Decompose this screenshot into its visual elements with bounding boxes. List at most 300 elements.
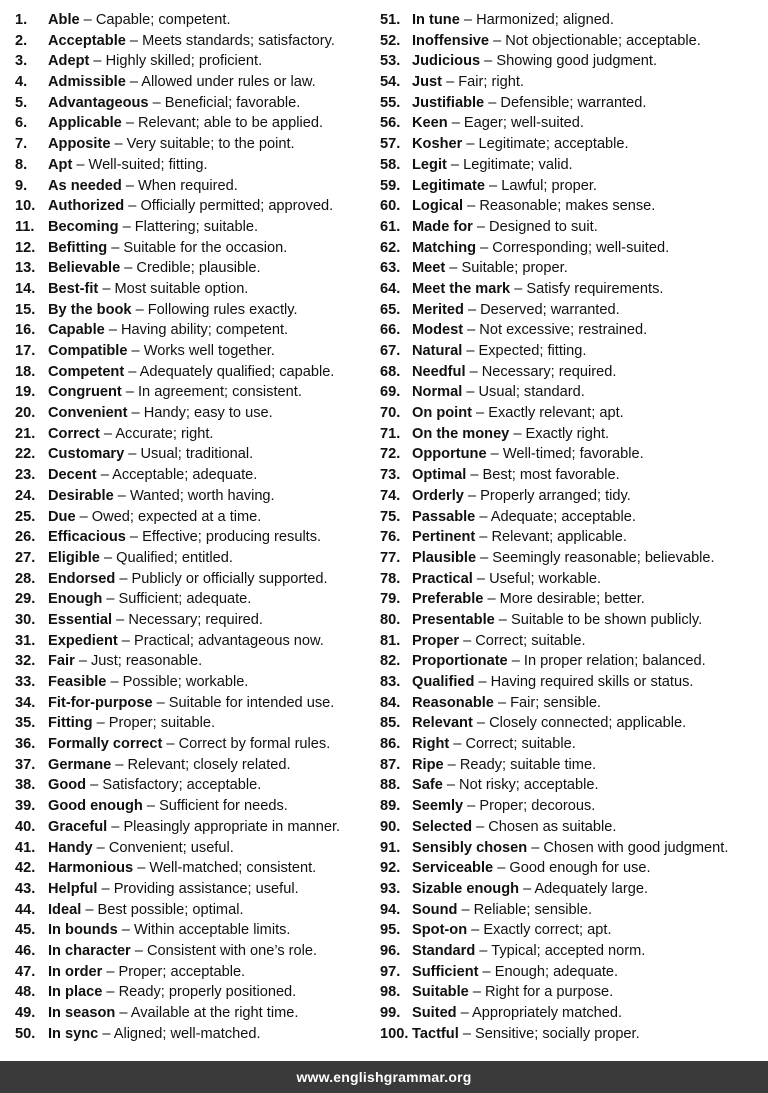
item-number: 42. <box>15 860 36 877</box>
item-definition: – Officially permitted; approved. <box>124 198 334 215</box>
list-item <box>15 424 365 445</box>
item-definition: – Best; most favorable. <box>466 467 620 484</box>
list-item <box>15 238 365 259</box>
item-number: 100. <box>380 1025 409 1042</box>
item-term: Apposite <box>48 136 111 153</box>
list-item <box>15 10 365 31</box>
item-number: 18. <box>15 363 36 380</box>
item-definition: – Reliable; sensible. <box>457 901 593 918</box>
item-definition: – Best possible; optimal. <box>81 901 244 918</box>
list-item <box>380 341 760 362</box>
item-definition: – When required. <box>121 177 238 194</box>
item-number: 49. <box>15 1005 36 1021</box>
item-number: 40. <box>15 818 36 835</box>
list-item <box>380 755 760 776</box>
list-item <box>15 300 365 321</box>
list-item <box>15 962 365 983</box>
list-item <box>15 444 365 465</box>
item-definition: – Possible; workable. <box>106 674 249 690</box>
item-definition: – Well-timed; favorable. <box>486 446 644 463</box>
item-number: 43. <box>15 880 36 897</box>
item-definition: – Not excessive; restrained. <box>463 322 648 339</box>
item-definition: – Correct; suitable. <box>449 736 576 753</box>
item-term: Believable <box>48 260 121 277</box>
item-number: 36. <box>15 736 36 753</box>
item-number: 4. <box>15 74 28 91</box>
item-definition: – Just; reasonable. <box>74 653 203 670</box>
item-number: 88. <box>380 777 401 794</box>
item-term: Made for <box>412 218 473 235</box>
item-term: Becoming <box>48 218 119 235</box>
item-term: Needful <box>412 363 466 380</box>
item-definition: – Suitable to be shown publicly. <box>494 611 703 628</box>
item-number: 22. <box>15 446 36 463</box>
item-definition: – Necessary; required. <box>465 363 617 380</box>
item-number: 68. <box>380 363 401 380</box>
item-definition: – Usual; standard. <box>462 384 585 401</box>
list-item <box>15 734 365 755</box>
item-definition: – Adequate; acceptable. <box>475 508 636 525</box>
item-number: 8. <box>15 156 28 173</box>
item-term: Relevant <box>412 715 473 732</box>
item-definition: – Corresponding; well-suited. <box>476 239 670 256</box>
list-item <box>380 382 760 403</box>
item-number: 78. <box>380 570 401 587</box>
item-number: 55. <box>380 94 401 111</box>
item-term: Ripe <box>412 756 444 773</box>
item-number: 16. <box>15 322 36 339</box>
item-definition: – Not objectionable; acceptable. <box>489 32 701 49</box>
item-number: 93. <box>380 880 401 897</box>
list-item <box>380 1003 760 1024</box>
item-term: In bounds <box>48 922 118 939</box>
list-item <box>15 693 365 714</box>
item-number: 66. <box>380 322 401 339</box>
item-number: 94. <box>380 901 401 918</box>
item-definition: – In proper relation; balanced. <box>507 653 706 670</box>
item-number: 6. <box>15 115 28 132</box>
item-definition: – Properly arranged; tidy. <box>463 487 631 504</box>
item-term: In sync <box>48 1025 99 1042</box>
item-term: Congruent <box>48 384 122 401</box>
item-definition: – Fair; right. <box>442 74 524 91</box>
item-term: Orderly <box>412 487 464 504</box>
item-number: 84. <box>380 694 401 711</box>
item-definition: – Sufficient; adequate. <box>102 591 252 608</box>
item-number: 46. <box>15 942 36 959</box>
item-definition: – Appropriately matched. <box>456 1005 623 1021</box>
item-definition: – Harmonized; aligned. <box>459 12 614 28</box>
item-definition: – Very suitable; to the point. <box>110 136 295 153</box>
item-number: 64. <box>380 280 401 297</box>
list-item <box>380 238 760 259</box>
list-item <box>380 631 760 652</box>
footer-url[interactable]: www.englishgrammar.org <box>296 1069 472 1085</box>
item-definition: – Accurate; right. <box>99 425 214 442</box>
list-item <box>380 31 760 52</box>
item-term: Reasonable <box>412 694 494 711</box>
item-definition: – In agreement; consistent. <box>121 384 302 401</box>
item-number: 67. <box>380 343 401 359</box>
item-number: 61. <box>380 218 401 235</box>
item-term: Best-fit <box>48 280 99 297</box>
item-term: Proper <box>412 632 460 649</box>
item-number: 12. <box>15 239 36 256</box>
item-number: 37. <box>15 756 36 773</box>
item-term: Just <box>412 74 443 91</box>
list-item <box>380 796 760 817</box>
item-term: Sensibly chosen <box>412 839 528 856</box>
list-item <box>15 982 365 1003</box>
item-number: 11. <box>15 218 35 235</box>
item-number: 62. <box>380 239 401 256</box>
item-definition: – Credible; plausible. <box>120 260 261 277</box>
item-term: Judicious <box>412 53 481 70</box>
item-term: Authorized <box>48 198 125 215</box>
list-item <box>15 31 365 52</box>
list-item <box>380 507 760 528</box>
item-number: 52. <box>380 32 401 49</box>
list-item <box>15 1024 365 1045</box>
item-term: Acceptable <box>48 32 126 49</box>
list-item <box>15 320 365 341</box>
list-item <box>380 51 760 72</box>
item-number: 7. <box>15 136 28 153</box>
item-number: 25. <box>15 508 36 525</box>
item-definition: – Proper; decorous. <box>463 798 596 815</box>
item-number: 63. <box>380 260 401 277</box>
item-definition: – Sensitive; socially proper. <box>458 1025 640 1042</box>
list-item <box>380 403 760 424</box>
list-item <box>15 775 365 796</box>
item-term: Meet <box>412 260 446 277</box>
list-item <box>380 362 760 383</box>
item-number: 96. <box>380 942 401 959</box>
list-item <box>15 155 365 176</box>
item-term: Justifiable <box>412 94 485 111</box>
item-number: 19. <box>15 384 36 401</box>
item-definition: – Chosen as suitable. <box>472 818 617 835</box>
list-item <box>380 610 760 631</box>
item-definition: – Good enough for use. <box>493 860 651 877</box>
item-number: 13. <box>15 260 36 277</box>
item-definition: – Designed to suit. <box>472 218 598 235</box>
item-term: Decent <box>48 467 97 484</box>
list-item <box>380 113 760 134</box>
item-number: 57. <box>380 136 401 153</box>
item-number: 17. <box>15 343 36 359</box>
list-item <box>380 569 760 590</box>
list-item <box>15 217 365 238</box>
item-term: Logical <box>412 198 464 215</box>
item-term: Natural <box>412 343 463 359</box>
footer-bar <box>0 1061 768 1093</box>
list-item <box>15 920 365 941</box>
list-item <box>15 672 365 693</box>
item-number: 95. <box>380 922 401 939</box>
item-number: 1. <box>15 12 28 28</box>
item-term: Serviceable <box>412 860 494 877</box>
item-definition: – Lawful; proper. <box>484 177 597 194</box>
item-definition: – Highly skilled; proficient. <box>89 53 263 70</box>
item-definition: – Exactly correct; apt. <box>467 922 612 939</box>
item-term: Proportionate <box>412 653 508 670</box>
item-definition: – Seemingly reasonable; believable. <box>476 549 715 566</box>
list-item <box>15 465 365 486</box>
list-item <box>380 838 760 859</box>
item-term: Fair <box>48 653 75 670</box>
item-number: 23. <box>15 467 36 484</box>
item-term: Standard <box>412 942 476 959</box>
list-item <box>15 755 365 776</box>
item-term: Able <box>48 12 80 28</box>
list-item <box>15 796 365 817</box>
item-number: 33. <box>15 674 36 690</box>
item-definition: – Ready; properly positioned. <box>102 984 297 1001</box>
item-definition: – Acceptable; adequate. <box>96 467 258 484</box>
item-number: 27. <box>15 549 36 566</box>
item-number: 60. <box>380 198 401 215</box>
list-item <box>15 651 365 672</box>
item-definition: – Having required skills or status. <box>474 674 694 690</box>
item-definition: – Expected; fitting. <box>462 343 587 359</box>
item-definition: – Exactly relevant; apt. <box>471 405 624 422</box>
list-item <box>380 817 760 838</box>
item-number: 80. <box>380 611 401 628</box>
item-definition: – Defensible; warranted. <box>484 94 647 111</box>
item-number: 44. <box>15 901 36 918</box>
list-item <box>380 424 760 445</box>
item-term: Fitting <box>48 715 93 732</box>
item-definition: – Suitable for intended use. <box>152 694 335 711</box>
item-number: 50. <box>15 1025 36 1042</box>
item-term: Right <box>412 736 450 753</box>
list-item <box>15 176 365 197</box>
item-term: Pertinent <box>412 529 476 546</box>
word-list-column-right <box>380 10 760 1044</box>
item-number: 38. <box>15 777 36 794</box>
item-number: 15. <box>15 301 36 318</box>
item-term: Practical <box>412 570 473 587</box>
list-item <box>15 258 365 279</box>
item-definition: – Flattering; suitable. <box>118 218 259 235</box>
list-item <box>380 300 760 321</box>
list-item <box>15 382 365 403</box>
item-term: Ideal <box>48 901 82 918</box>
item-definition: – Aligned; well-matched. <box>98 1025 261 1042</box>
item-term: Normal <box>412 384 463 401</box>
item-number: 85. <box>380 715 401 732</box>
item-number: 41. <box>15 839 36 856</box>
item-term: Kosher <box>412 136 463 153</box>
item-number: 48. <box>15 984 36 1001</box>
item-definition: – Practical; advantageous now. <box>117 632 324 649</box>
item-number: 28. <box>15 570 36 587</box>
item-number: 53. <box>380 53 401 70</box>
item-definition: – Ready; suitable time. <box>443 756 597 773</box>
item-number: 39. <box>15 798 36 815</box>
list-item <box>380 672 760 693</box>
item-number: 90. <box>380 818 401 835</box>
item-definition: – Following rules exactly. <box>131 301 298 318</box>
list-item <box>15 72 365 93</box>
item-definition: – Capable; competent. <box>79 12 231 28</box>
item-definition: – Suitable for the occasion. <box>107 239 288 256</box>
list-item <box>15 631 365 652</box>
list-item <box>380 279 760 300</box>
list-item <box>15 838 365 859</box>
item-term: Merited <box>412 301 464 318</box>
item-number: 30. <box>15 611 36 628</box>
item-term: Customary <box>48 446 125 463</box>
item-term: Good enough <box>48 798 143 815</box>
item-number: 24. <box>15 487 36 504</box>
item-term: As needed <box>48 177 122 194</box>
list-item <box>15 51 365 72</box>
item-number: 86. <box>380 736 401 753</box>
list-item <box>15 362 365 383</box>
item-definition: – Right for a purpose. <box>468 984 614 1001</box>
list-item <box>380 1024 760 1045</box>
item-term: Matching <box>412 239 477 256</box>
list-item <box>380 217 760 238</box>
item-number: 29. <box>15 591 36 608</box>
item-term: Correct <box>48 425 100 442</box>
item-definition: – Works well together. <box>127 343 275 359</box>
item-definition: – Pleasingly appropriate in manner. <box>107 818 341 835</box>
item-definition: – Deserved; warranted. <box>463 301 620 318</box>
list-item <box>15 527 365 548</box>
item-term: Spot-on <box>412 922 468 939</box>
item-term: Safe <box>412 777 443 794</box>
item-term: Capable <box>48 322 105 339</box>
list-item <box>380 651 760 672</box>
item-definition: – Available at the right time. <box>115 1005 299 1021</box>
item-number: 65. <box>380 301 401 318</box>
list-item <box>380 527 760 548</box>
item-number: 59. <box>380 177 401 194</box>
item-number: 10. <box>15 198 36 215</box>
item-term: Inoffensive <box>412 32 490 49</box>
list-item <box>380 734 760 755</box>
item-definition: – Reasonable; makes sense. <box>463 198 656 215</box>
item-definition: – Fair; sensible. <box>493 694 601 711</box>
item-number: 81. <box>380 632 401 649</box>
item-term: By the book <box>48 301 132 318</box>
list-item <box>380 920 760 941</box>
item-number: 54. <box>380 74 401 91</box>
item-term: Keen <box>412 115 448 132</box>
item-number: 56. <box>380 115 401 132</box>
item-term: Sizable enough <box>412 880 520 897</box>
item-term: Germane <box>48 756 112 773</box>
list-item <box>380 10 760 31</box>
list-item <box>380 693 760 714</box>
item-definition: – Providing assistance; useful. <box>97 880 299 897</box>
item-term: Opportune <box>412 446 487 463</box>
item-term: Endorsed <box>48 570 116 587</box>
item-definition: – Well-suited; fitting. <box>72 156 208 173</box>
list-item <box>15 858 365 879</box>
item-number: 31. <box>15 632 36 649</box>
item-term: On the money <box>412 425 510 442</box>
item-number: 92. <box>380 860 401 877</box>
item-definition: – Correct by formal rules. <box>162 736 331 753</box>
item-definition: – Legitimate; valid. <box>446 156 573 173</box>
item-term: Apt <box>48 156 73 173</box>
item-term: Competent <box>48 363 125 380</box>
list-item <box>380 134 760 155</box>
item-term: Tactful <box>412 1025 459 1042</box>
item-definition: – Chosen with good judgment. <box>527 839 729 856</box>
item-term: Eligible <box>48 549 100 566</box>
item-definition: – Satisfactory; acceptable. <box>86 777 262 794</box>
item-term: Legit <box>412 156 447 173</box>
item-number: 77. <box>380 549 401 566</box>
item-number: 32. <box>15 653 36 670</box>
item-definition: – Not risky; acceptable. <box>442 777 599 794</box>
item-definition: – Relevant; able to be applied. <box>121 115 324 132</box>
item-definition: – Owed; expected at a time. <box>75 508 262 525</box>
item-term: Suited <box>412 1005 457 1021</box>
item-number: 75. <box>380 508 401 525</box>
item-term: Graceful <box>48 818 108 835</box>
item-number: 3. <box>15 53 28 70</box>
list-item <box>380 589 760 610</box>
item-definition: – Handy; easy to use. <box>127 405 273 422</box>
list-item <box>380 962 760 983</box>
item-term: In character <box>48 942 131 959</box>
item-definition: – Relevant; applicable. <box>475 529 627 546</box>
item-definition: – Enough; adequate. <box>478 963 619 980</box>
item-number: 91. <box>380 839 401 856</box>
item-term: Advantageous <box>48 94 149 111</box>
item-term: Enough <box>48 591 103 608</box>
item-definition: – Adequately qualified; capable. <box>124 363 335 380</box>
list-item <box>15 341 365 362</box>
item-definition: – Adequately large. <box>519 880 649 897</box>
list-item <box>380 176 760 197</box>
item-term: Optimal <box>412 467 467 484</box>
item-term: Modest <box>412 322 464 339</box>
item-number: 47. <box>15 963 36 980</box>
item-term: Essential <box>48 611 113 628</box>
item-number: 45. <box>15 922 36 939</box>
item-number: 2. <box>15 32 28 49</box>
item-term: In order <box>48 963 103 980</box>
item-definition: – Most suitable option. <box>98 280 249 297</box>
item-definition: – Meets standards; satisfactory. <box>125 32 335 49</box>
item-term: Suitable <box>412 984 469 1001</box>
item-term: In tune <box>412 12 460 28</box>
item-definition: – Proper; acceptable. <box>102 963 246 980</box>
item-number: 34. <box>15 694 36 711</box>
item-number: 5. <box>15 94 28 111</box>
item-term: Good <box>48 777 87 794</box>
item-number: 58. <box>380 156 401 173</box>
item-number: 87. <box>380 756 401 773</box>
list-item <box>15 486 365 507</box>
item-definition: – Well-matched; consistent. <box>133 860 317 877</box>
item-term: Harmonious <box>48 860 134 877</box>
item-definition: – Sufficient for needs. <box>142 798 288 815</box>
item-term: Convenient <box>48 405 128 422</box>
item-definition: – Proper; suitable. <box>92 715 216 732</box>
item-term: Fit-for-purpose <box>48 694 153 711</box>
item-definition: – Effective; producing results. <box>125 529 322 546</box>
list-item <box>380 72 760 93</box>
item-number: 73. <box>380 467 401 484</box>
